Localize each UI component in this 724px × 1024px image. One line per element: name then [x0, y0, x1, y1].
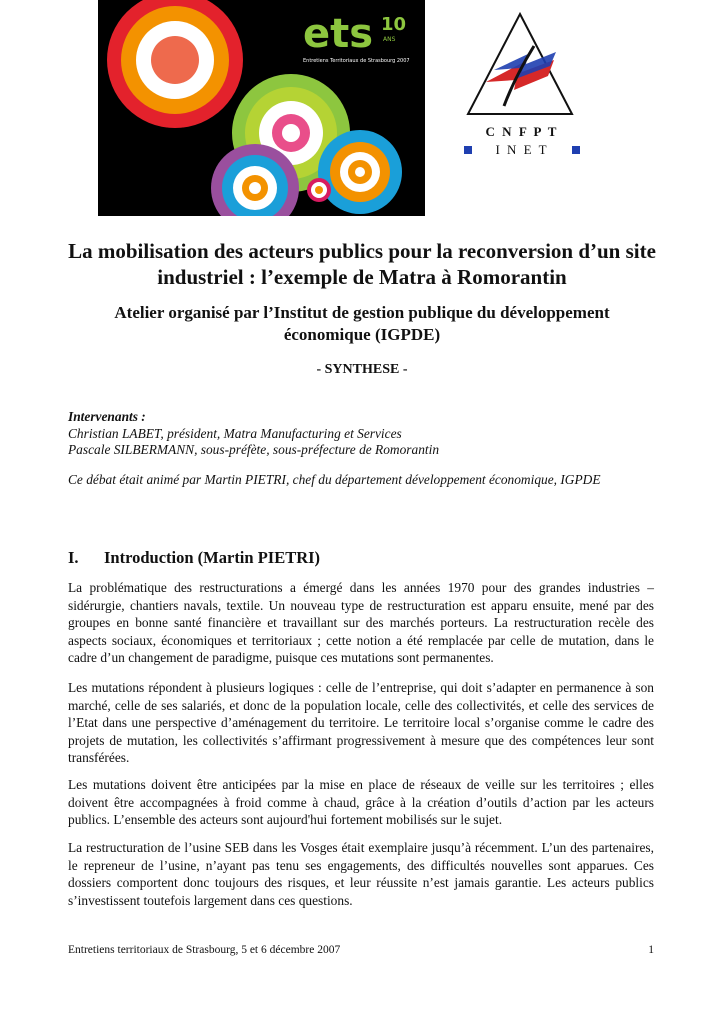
- document-title: La mobilisation des acteurs publics pour la reconversion d’un site industriel : l’exemple de Matra à Romorantin: [68, 239, 656, 289]
- ets-logo-text: ets: [303, 11, 374, 57]
- cnfpt-triangle-icon: [464, 10, 580, 122]
- ets-banner: [98, 0, 425, 216]
- speaker-item: Christian LABET, président, Matra Manufacturing et Services: [68, 425, 402, 441]
- cnfpt-logo: [464, 10, 580, 160]
- footer-text: Entretiens territoriaux de Strasbourg, 5 et 6 décembre 2007: [68, 944, 341, 956]
- section-heading: [68, 548, 668, 568]
- inet-square-right-icon: [572, 146, 580, 154]
- section-number: I.: [68, 548, 79, 567]
- section-title: Introduction (Martin PIETRI): [104, 548, 321, 567]
- page-footer: [68, 943, 654, 957]
- moderator-line: Ce débat était animé par Martin PIETRI, chef du département développement économique, IGPDE: [68, 472, 601, 487]
- synthese-label: - SYNTHESE -: [316, 362, 408, 377]
- paragraph: La problématique des restructurations a émergé dans les années 1970 pour des grandes industries – sidérurgie, chantiers navals, textile. Un nouveau type de restructuration est apparu ensuite, mené par des groupes en bonne santé financière et travaillant sur des marchés porteurs. La restructuration recèle des aspects sociaux, économiques et territoriaux ; cette notion a été remplacée par celle de mutation, dans le cadre d’un changement de paradigme, puisque ces mutations sont permanentes.: [68, 580, 654, 665]
- speaker-item: Pascale SILBERMANN, sous-préfète, sous-préfecture de Romorantin: [68, 442, 440, 457]
- paragraph: Les mutations doivent être anticipées par la mise en place de réseaux de veille sur les territoires ; elles doivent être accompagnées à froid comme à chaud, grâce à la création d’outils d’action par les acteurs publics. L’ensemble des acteurs sont aujourd'hui fortement mobilisés sur le sujet.: [68, 777, 654, 827]
- speakers-label: Intervenants :: [68, 409, 146, 424]
- document-subtitle: Atelier organisé par l’Institut de gestion publique du développement économique (IGPDE): [114, 303, 610, 344]
- speakers-block: [68, 409, 668, 459]
- ets-logo-number: 10: [381, 14, 407, 35]
- ets-logo-caption: Entretiens Territoriaux de Strasbourg 2007: [303, 58, 410, 64]
- inet-name: I N E T: [495, 142, 549, 157]
- paragraph: La restructuration de l’usine SEB dans les Vosges était exemplaire jusqu’à récemment. L’un des partenaires, le repreneur de l’usine, n’ayant pas tenu ses engagements, des difficultés nouvelles sont apparues. Ces dossiers comportent donc toujours des risques, et leur réussite n’est jamais garantie. Les acteurs publics s’investissent toutefois largement dans ces questions.: [68, 840, 654, 908]
- inet-square-left-icon: [464, 146, 472, 154]
- inet-row: [464, 142, 580, 158]
- ets-logo: [303, 11, 423, 74]
- paragraph: Les mutations répondent à plusieurs logiques : celle de l’entreprise, qui doit s’adapter en permanence à son marché, celle de ses salariés, et donc de la population locale, celle des collectivités, et celle des services de l’Etat dans une perspective d’aménagement du territoire. Le territoire local s’organise comme le cadre des projets de mutation, les collectivités s’affirmant progressivement à mesure que des compétences leur sont transférées.: [68, 680, 654, 765]
- ets-logo-ans: ANS: [383, 36, 396, 43]
- cnfpt-name: C N F P T: [485, 124, 559, 139]
- page-number: 1: [648, 944, 654, 956]
